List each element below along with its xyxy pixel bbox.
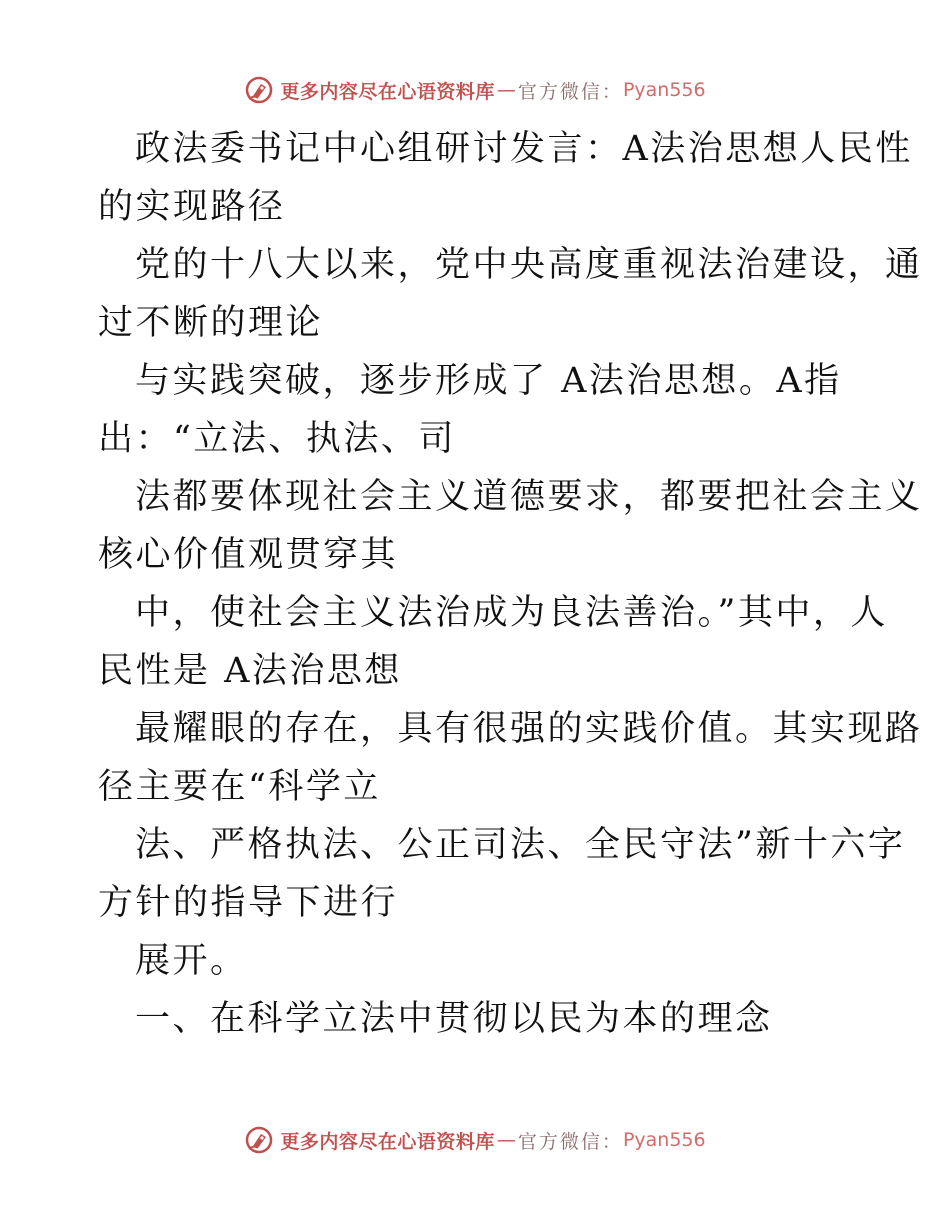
watermark-label: 官方微信： (517, 80, 623, 103)
section-heading: 一、在科学立法中贯彻以民为本的理念 (135, 999, 773, 1039)
watermark-main-text: 更多内容尽在心语资料库 (280, 80, 495, 103)
header-watermark (0, 70, 950, 110)
paragraph-line: 径主要在“科学立 (98, 767, 381, 807)
paragraph-line: 与实践突破，逐步形成了 A法治思想。A指 (135, 361, 842, 401)
pen-nib-logo-icon (244, 75, 274, 105)
paragraph-line: 展开。 (135, 941, 248, 981)
title-line-2: 的实现路径 (98, 187, 286, 227)
paragraph-line: 法、严格执法、公正司法、全民守法”新十六字 (135, 825, 906, 865)
watermark-separator: — (496, 1129, 516, 1151)
paragraph-line: 出：“立法、执法、司 (98, 419, 456, 459)
watermark-wechat-id: Pyan556 (622, 79, 706, 101)
watermark-separator: — (496, 79, 516, 101)
paragraph-line: 最耀眼的存在，具有很强的实践价值。其实现路 (135, 709, 923, 749)
paragraph-line: 法都要体现社会主义道德要求，都要把社会主义 (135, 477, 923, 517)
footer-watermark (0, 1120, 950, 1160)
title-line-1: 政法委书记中心组研讨发言：A法治思想人民性 (135, 129, 913, 169)
watermark-label: 官方微信： (517, 1130, 623, 1153)
paragraph-line: 方针的指导下进行 (98, 883, 399, 923)
watermark-wechat-id: Pyan556 (622, 1129, 706, 1151)
paragraph-line: 党的十八大以来，党中央高度重视法治建设，通 (135, 245, 923, 285)
paragraph-line: 民性是 A法治思想 (98, 651, 402, 691)
paragraph-line: 中，使社会主义法治成为良法善治。”其中，人 (135, 593, 888, 633)
paragraph-line: 核心价值观贯穿其 (98, 535, 399, 575)
paragraph-line: 过不断的理论 (98, 303, 324, 343)
pen-nib-logo-icon (244, 1125, 274, 1155)
watermark-main-text: 更多内容尽在心语资料库 (280, 1130, 495, 1153)
document-body (98, 120, 923, 1048)
